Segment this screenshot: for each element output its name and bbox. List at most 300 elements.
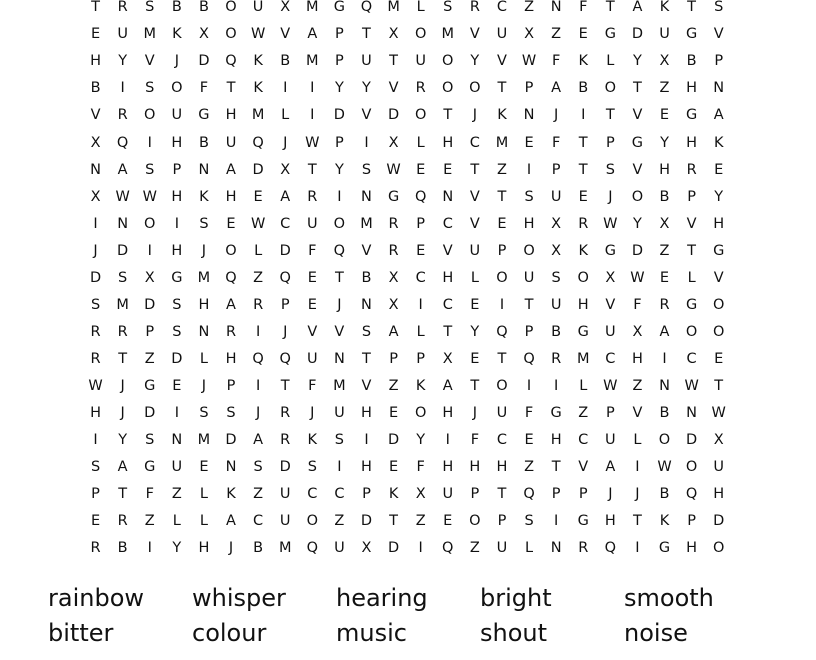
grid-letter: G [631,134,644,151]
grid-letter: O [442,80,454,97]
grid-letter: N [198,161,210,178]
grid-letter: O [604,80,617,97]
grid-letter: G [658,540,671,557]
grid-letter: L [199,350,208,367]
grid-letter: V [469,188,480,205]
grid-letter: P [470,486,480,503]
grid-letter: R [117,323,128,340]
grid-letter: B [659,486,670,503]
grid-letter: F [308,377,317,394]
grid-letter: D [198,53,210,70]
grid-letter: V [686,215,697,232]
grid-letter: H [496,459,508,476]
grid-letter: A [226,513,236,530]
grid-letter: R [388,215,399,232]
grid-letter: P [416,350,426,367]
grid-letter: V [713,26,724,43]
grid-letter: L [687,269,696,286]
grid-letter: H [550,432,562,449]
grid-letter: X [90,134,101,151]
grid-letter: I [147,242,152,259]
grid-letter: L [470,269,479,286]
grid-letter: Y [172,540,182,557]
grid-letter: R [90,540,101,557]
grid-letter: U [605,432,616,449]
grid-letter: H [686,540,698,557]
grid-letter: O [333,215,346,232]
grid-letter: D [333,107,345,124]
grid-letter: E [90,26,101,43]
grid-letter: O [712,323,725,340]
grid-letter: E [524,134,534,151]
grid-letter: T [497,486,507,503]
grid-letter: Z [253,486,264,503]
grid-letter: H [90,53,101,70]
grid-letter: C [415,269,426,286]
grid-letter: M [278,540,292,557]
grid-letter: E [659,107,670,124]
grid-letter: L [416,134,425,151]
grid-letter: C [469,134,480,151]
grid-letter: U [279,486,291,503]
grid-letter: P [524,323,534,340]
grid-letter: P [226,377,236,394]
grid-letter: T [632,80,642,97]
grid-letter: T [551,459,561,476]
grid-letter: A [442,377,453,394]
grid-letter: V [280,26,291,43]
grid-letter: Y [334,80,344,97]
grid-letter: X [388,134,399,151]
grid-letter: C [334,486,345,503]
grid-letter: E [416,161,426,178]
grid-letter: O [225,0,237,16]
grid-letter: N [333,350,345,367]
grid-letter: C [686,350,697,367]
grid-letter: S [172,323,182,340]
grid-letter: R [307,188,318,205]
grid-letter: H [631,350,643,367]
word-item: music [336,619,407,647]
grid-letter: D [387,107,400,124]
grid-letter: M [387,0,400,16]
grid-letter: U [279,513,291,530]
grid-row [82,0,732,21]
grid-letter: L [633,432,642,449]
grid-letter: D [631,242,643,259]
grid-letter: I [174,215,179,232]
grid-letter: H [604,513,616,530]
grid-letter: D [686,432,698,449]
grid-letter: L [254,242,263,259]
grid-letter: P [551,486,561,503]
grid-letter: K [659,0,670,16]
grid-letter: N [550,540,562,557]
grid-letter: H [442,269,454,286]
grid-letter: S [145,0,155,16]
grid-row [82,427,732,454]
grid-letter: R [686,161,697,178]
grid-letter: I [93,215,98,232]
grid-letter: W [603,215,618,232]
grid-letter: Q [333,242,346,259]
grid-letter: M [576,350,590,367]
grid-letter: H [713,215,725,232]
grid-letter: E [659,269,670,286]
grid-letter: G [387,188,400,205]
grid-letter: Z [144,513,155,530]
grid-letter: U [334,540,345,557]
grid-letter: T [687,0,697,16]
grid-letter: J [283,134,288,151]
grid-letter: I [364,432,369,449]
grid-letter: S [172,296,182,313]
word-item: noise [624,619,688,647]
grid-row [82,21,732,48]
grid-letter: Z [659,242,670,259]
grid-letter: D [117,242,129,259]
grid-letter: H [442,459,454,476]
grid-letter: V [442,242,453,259]
grid-letter: A [632,0,643,16]
grid-letter: E [416,242,426,259]
grid-letter: T [280,377,290,394]
grid-letter: P [280,296,290,313]
grid-letter: I [310,107,315,124]
grid-letter: V [632,107,643,124]
grid-letter: B [659,188,670,205]
grid-letter: F [551,53,561,70]
grid-row [82,535,732,562]
grid-letter: U [550,296,562,313]
grid-letter: C [253,513,264,530]
grid-letter: D [360,513,373,530]
grid-letter: U [605,323,616,340]
grid-row [82,481,732,508]
grid-letter: C [496,0,508,16]
grid-letter: W [305,134,320,151]
grid-letter: W [250,215,266,232]
grid-letter: P [335,26,344,43]
grid-letter: D [387,432,400,449]
grid-letter: X [551,215,562,232]
grid-letter: V [361,242,372,259]
grid-letter: X [713,432,724,449]
grid-letter: R [578,540,589,557]
grid-letter: B [361,269,372,286]
grid-letter: X [551,242,562,259]
grid-letter: A [388,323,399,340]
grid-letter: W [521,53,537,70]
grid-letter: C [578,432,589,449]
grid-letter: J [337,296,342,313]
grid-letter: I [283,80,288,97]
grid-letter: N [90,161,101,178]
grid-letter: C [442,296,453,313]
grid-letter: J [608,188,613,205]
grid-letter: K [253,80,263,97]
grid-row [82,102,732,129]
grid-letter: U [117,26,128,43]
grid-letter: E [388,459,399,476]
grid-letter: G [604,242,616,259]
grid-letter: U [442,486,454,503]
grid-letter: Q [523,350,535,367]
grid-letter: S [253,459,263,476]
grid-letter: E [714,350,724,367]
grid-letter: P [172,161,182,178]
grid-letter: J [120,377,125,394]
grid-letter: E [90,513,101,530]
word-item: smooth [624,584,714,612]
grid-letter: J [608,486,613,503]
grid-letter: V [144,53,155,70]
grid-letter: U [659,26,670,43]
grid-letter: M [197,269,211,286]
grid-letter: N [686,404,698,421]
grid-letter: T [470,161,480,178]
grid-letter: F [145,486,154,503]
grid-letter: F [416,459,425,476]
grid-letter: H [225,350,237,367]
grid-letter: P [497,242,507,259]
grid-letter: Q [279,350,291,367]
grid-letter: V [632,161,643,178]
grid-letter: S [90,296,101,313]
grid-letter: I [445,432,450,449]
grid-letter: A [551,80,562,97]
grid-letter: T [118,486,128,503]
grid-letter: J [228,540,234,557]
grid-letter: M [441,26,455,43]
grid-letter: D [144,404,156,421]
grid-letter: C [442,215,453,232]
grid-letter: R [90,323,101,340]
grid-letter: R [90,350,101,367]
grid-row [82,129,732,156]
grid-letter: H [225,107,237,124]
grid-letter: E [578,188,588,205]
grid-letter: G [577,323,589,340]
grid-letter: T [443,107,453,124]
grid-letter: B [686,53,697,70]
grid-letter: I [499,296,505,313]
grid-letter: Y [470,323,480,340]
grid-letter: I [662,350,667,367]
grid-letter: B [659,404,670,421]
grid-letter: J [201,242,207,259]
grid-letter: E [307,296,317,313]
grid-letter: P [335,134,344,151]
grid-letter: U [306,215,318,232]
grid-letter: U [252,0,264,16]
grid-letter: A [117,459,128,476]
grid-letter: K [713,134,724,151]
grid-letter: V [361,377,372,394]
grid-letter: S [605,161,615,178]
grid-letter: G [171,269,183,286]
grid-row [82,346,732,373]
grid-letter: J [310,404,315,421]
grid-letter: S [524,188,534,205]
grid-letter: Y [714,188,724,205]
grid-letter: L [199,513,208,530]
grid-letter: E [388,404,399,421]
grid-letter: J [635,486,640,503]
grid-letter: T [687,242,697,259]
grid-letter: G [550,404,562,421]
grid-letter: O [658,432,671,449]
grid-letter: I [526,377,532,394]
grid-letter: R [117,107,128,124]
grid-letter: M [495,134,509,151]
grid-letter: X [632,323,643,340]
grid-letter: Q [360,0,373,16]
grid-letter: T [605,0,615,16]
grid-letter: S [199,404,209,421]
grid-letter: I [93,432,98,449]
grid-letter: N [523,107,535,124]
grid-letter: N [361,188,372,205]
grid-letter: J [174,53,179,70]
grid-letter: O [496,377,508,394]
grid-row [82,183,732,210]
grid-letter: I [364,134,369,151]
grid-letter: X [280,0,291,16]
grid-letter: G [685,296,698,313]
grid-letter: T [497,80,507,97]
grid-letter: G [577,513,589,530]
grid-letter: R [117,513,128,530]
grid-letter: P [416,215,426,232]
grid-letter: Q [414,188,427,205]
grid-letter: V [361,107,372,124]
grid-letter: G [198,107,210,124]
grid-letter: T [362,26,371,43]
grid-letter: Q [225,269,237,286]
grid-letter: E [172,377,182,394]
grid-letter: M [306,53,319,70]
grid-letter: S [145,80,155,97]
grid-letter: G [685,107,698,124]
grid-letter: I [526,161,532,178]
grid-letter: A [117,161,128,178]
grid-letter: I [255,323,261,340]
grid-letter: S [714,0,724,16]
grid-letter: I [635,459,640,476]
grid-letter: V [334,323,345,340]
grid-letter: K [497,107,507,124]
grid-letter: K [172,26,182,43]
grid-row [82,237,732,264]
grid-letter: D [144,296,156,313]
grid-letter: A [226,296,236,313]
grid-letter: U [306,350,318,367]
grid-letter: U [171,459,183,476]
grid-letter: O [712,296,725,313]
grid-letter: Z [469,540,480,557]
grid-letter: W [250,26,266,43]
grid-row [82,454,732,481]
grid-letter: T [605,107,615,124]
grid-letter: X [388,26,399,43]
grid-letter: T [389,513,398,530]
grid-letter: O [306,513,318,530]
grid-letter: K [578,242,588,259]
grid-letter: Q [496,323,508,340]
grid-letter: K [199,188,209,205]
grid-row [82,400,732,427]
grid-letter: M [197,432,211,449]
grid-letter: R [388,242,399,259]
grid-letter: B [90,80,101,97]
grid-letter: G [144,459,156,476]
grid-letter: X [280,161,291,178]
grid-letter: A [713,107,724,124]
grid-letter: V [388,80,399,97]
grid-letter: N [713,80,725,97]
grid-letter: E [470,296,480,313]
grid-letter: J [283,323,288,340]
grid-letter: H [171,134,183,151]
grid-letter: T [443,323,453,340]
grid-letter: T [91,0,100,16]
grid-letter: L [416,323,425,340]
grid-letter: Z [578,404,589,421]
grid-letter: S [199,215,209,232]
grid-letter: U [523,269,535,286]
grid-row [82,373,732,400]
grid-letter: X [415,486,426,503]
grid-letter: I [554,377,559,394]
grid-letter: K [578,53,588,70]
word-item: colour [192,619,267,647]
grid-letter: V [632,404,643,421]
grid-letter: J [255,404,261,421]
grid-letter: J [120,404,125,421]
grid-letter: E [199,459,209,476]
grid-letter: X [659,53,670,70]
grid-letter: X [659,215,670,232]
grid-letter: K [415,377,426,394]
grid-letter: A [605,459,616,476]
grid-letter: R [659,296,670,313]
grid-letter: R [469,0,480,16]
grid-letter: T [497,350,507,367]
grid-letter: W [630,269,645,286]
grid-letter: H [469,459,481,476]
grid-letter: N [550,0,562,16]
grid-letter: F [199,80,209,97]
grid-letter: S [118,269,128,286]
grid-letter: R [415,80,426,97]
word-item: bitter [48,619,114,647]
grid-letter: I [581,107,586,124]
grid-letter: U [225,134,237,151]
grid-letter: H [171,242,183,259]
grid-letter: Q [279,269,291,286]
grid-letter: U [334,404,345,421]
grid-letter: J [472,404,477,421]
grid-letter: I [418,540,423,557]
grid-letter: E [443,161,453,178]
grid-row [82,508,732,535]
grid-letter: H [442,134,454,151]
grid-letter: I [147,540,152,557]
grid-letter: O [225,242,237,259]
grid-letter: X [198,26,209,43]
grid-letter: Z [632,377,643,394]
